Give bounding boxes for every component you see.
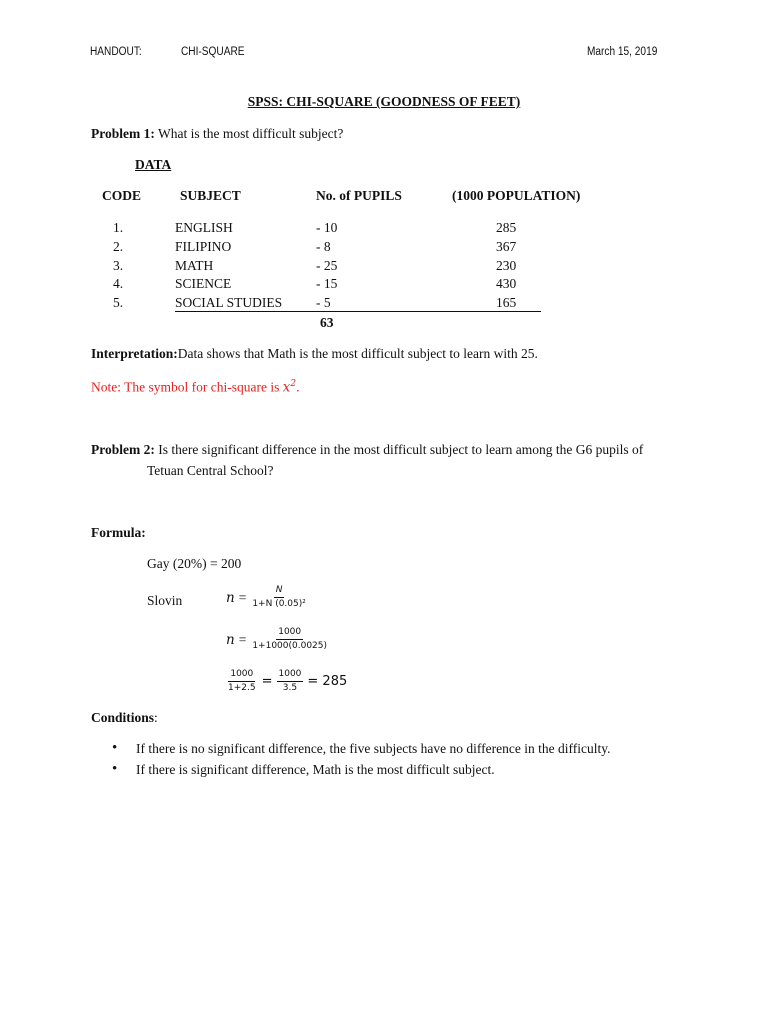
problem-2-line-2: Tetuan Central School? <box>147 463 274 478</box>
problem-1 <box>91 126 343 142</box>
handout-topic: CHI-SQUARE <box>181 46 245 58</box>
equals-sign: = <box>261 674 273 689</box>
conditions-colon: : <box>154 710 158 725</box>
step-fraction <box>226 670 258 693</box>
result-value: = 285 <box>307 674 348 689</box>
total-divider <box>175 311 541 312</box>
row-subject: ENGLISH <box>175 220 233 235</box>
fraction-denominator: 1+1000(0.0025) <box>252 641 328 651</box>
fraction-numerator: 1000 <box>277 670 304 682</box>
row-code: 1. <box>113 220 124 235</box>
problem-1-question: What is the most difficult subject? <box>158 126 344 141</box>
row-pupils: - 15 <box>316 276 338 291</box>
data-heading: DATA <box>135 157 172 172</box>
slovin-fraction <box>250 586 308 609</box>
page-title: SPSS: CHI-SQUARE (GOODNESS OF FEET) <box>247 94 521 109</box>
slovin-substitution <box>226 628 329 651</box>
handout-date: March 15, 2019 <box>587 46 658 58</box>
fraction-denominator: 3.5 <box>282 683 298 693</box>
row-pupils: - 5 <box>316 295 331 310</box>
conditions-heading <box>91 710 158 726</box>
row-pupils: - 25 <box>316 258 338 273</box>
problem-1-label: Problem 1: <box>91 126 155 141</box>
note-end: . <box>296 379 300 395</box>
row-subject: SCIENCE <box>175 276 232 291</box>
conditions-label: Conditions <box>91 710 155 725</box>
row-code: 4. <box>113 276 124 291</box>
list-item: • If there is no significant difference, the five subjects have no difference in the difficulty. <box>112 741 610 762</box>
fraction-denominator: 1+2.5 <box>228 683 256 693</box>
interpretation-text: Data shows that Math is the most difficult subject to learn with 25. <box>177 346 538 361</box>
step-fraction <box>277 670 304 693</box>
gay-formula: Gay (20%) = 200 <box>147 556 242 571</box>
row-code: 2. <box>113 239 124 254</box>
fraction-numerator: 1000 <box>276 628 303 640</box>
problem-2-label: Problem 2: <box>91 442 155 457</box>
slovin-formula <box>226 586 308 609</box>
row-population: 230 <box>496 258 517 273</box>
pupils-total: 63 <box>320 315 334 330</box>
row-subject: SOCIAL STUDIES <box>175 295 283 310</box>
n-variable: n <box>226 589 235 606</box>
row-population: 430 <box>496 276 517 291</box>
row-code: 5. <box>113 295 124 310</box>
row-pupils: - 10 <box>316 220 338 235</box>
interpretation-label: Interpretation: <box>91 346 178 361</box>
table-header-subject: SUBJECT <box>180 188 241 203</box>
fraction-numerator: 1000 <box>228 670 255 682</box>
problem-2 <box>91 442 643 458</box>
handout-label: HANDOUT: <box>90 46 142 58</box>
n-variable: n <box>226 631 235 648</box>
formula-label: Formula: <box>91 525 146 540</box>
row-subject: FILIPINO <box>175 239 232 254</box>
chi-square-symbol: x <box>282 379 291 396</box>
fraction-denominator: 1+N (0.05)² <box>252 599 306 609</box>
list-item: • If there is significant difference, Math is the most difficult subject. <box>112 762 610 783</box>
row-population: 285 <box>496 220 517 235</box>
conditions-list <box>112 741 610 783</box>
table-header-code: CODE <box>102 188 142 203</box>
equals-sign: = <box>238 631 247 647</box>
note-text: Note: The symbol for chi-square is <box>91 379 283 395</box>
row-code: 3. <box>113 258 124 273</box>
table-header-pupils: No. of PUPILS <box>316 188 402 203</box>
row-pupils: - 8 <box>316 239 331 254</box>
row-subject: MATH <box>175 258 214 273</box>
substitution-fraction <box>250 628 329 651</box>
fraction-numerator: N <box>274 586 285 598</box>
slovin-label: Slovin <box>147 593 183 608</box>
table-header-population: (1000 POPULATION) <box>452 188 581 203</box>
problem-2-line-1: Is there significant difference in the most difficult subject to learn among the G6 pupils of <box>158 442 644 457</box>
chi-square-exponent: 2 <box>290 379 297 389</box>
equals-sign: = <box>238 589 247 605</box>
interpretation <box>91 346 538 362</box>
slovin-result <box>226 670 347 693</box>
chi-square-note <box>91 379 299 396</box>
row-population: 165 <box>496 295 517 310</box>
row-population: 367 <box>496 239 517 254</box>
